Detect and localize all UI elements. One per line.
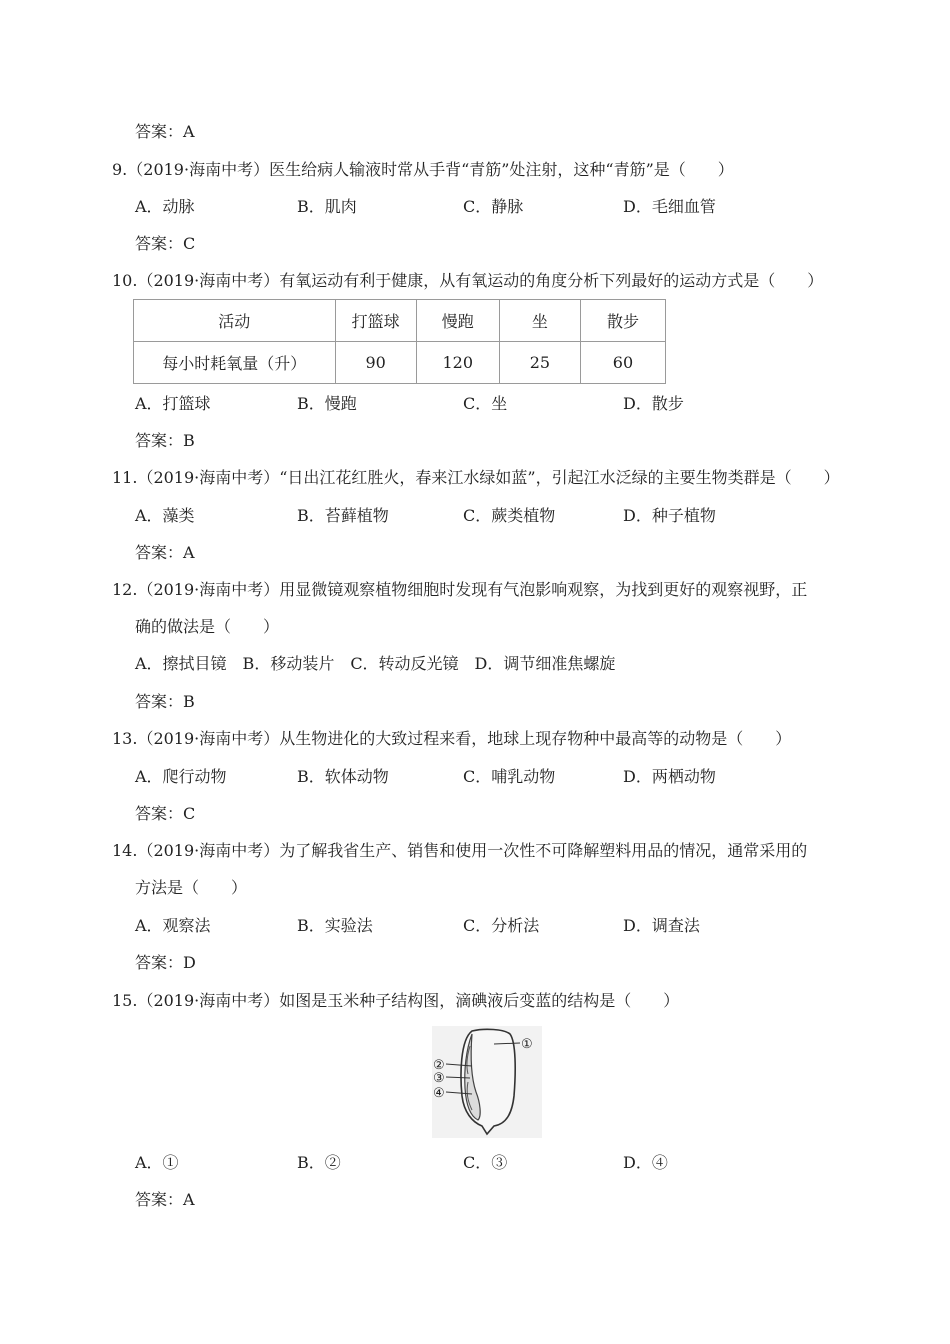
table-header-cell: 坐 xyxy=(499,300,580,342)
q15-option-d: D．④ xyxy=(623,1153,668,1172)
figure-label-1: ① xyxy=(521,1037,533,1052)
q9-answer: 答案：C xyxy=(135,234,196,253)
q9-question: 9.（2019·海南中考）医生给病人输液时常从手背“青筋”处注射，这种“青筋”是（ ） xyxy=(112,160,734,179)
q8-answer: 答案：A xyxy=(135,122,195,141)
q12-answer: 答案：B xyxy=(135,692,195,711)
figure-label-2: ② xyxy=(433,1058,445,1073)
q11-options xyxy=(135,506,855,526)
q15-answer: 答案：A xyxy=(135,1190,195,1209)
table-cell: 120 xyxy=(416,342,499,384)
q9-option-c: C．静脉 xyxy=(463,197,524,216)
q15-option-a: A．① xyxy=(135,1153,179,1172)
q14-option-b: B．实验法 xyxy=(297,916,373,935)
q12-question-line1: 12.（2019·海南中考）用显微镜观察植物细胞时发现有气泡影响观察，为找到更好的观察视野，正 xyxy=(112,580,808,599)
q13-option-a: A．爬行动物 xyxy=(135,767,227,786)
figure-label-4: ④ xyxy=(433,1086,445,1101)
q14-option-a: A．观察法 xyxy=(135,916,211,935)
table-cell: 每小时耗氧量（升） xyxy=(134,342,336,384)
q12-question-line2: 确的做法是（ ） xyxy=(135,617,280,636)
q11-option-a: A．藻类 xyxy=(135,506,195,525)
q10-option-c: C．坐 xyxy=(463,394,508,413)
q14-answer: 答案：D xyxy=(135,953,196,972)
q13-option-d: D．两栖动物 xyxy=(623,767,716,786)
q10-answer: 答案：B xyxy=(135,431,195,450)
table-header-row xyxy=(134,300,666,342)
q10-options xyxy=(135,394,855,414)
q11-option-d: D．种子植物 xyxy=(623,506,716,525)
q14-option-d: D．调查法 xyxy=(623,916,700,935)
table-header-cell: 散步 xyxy=(580,300,665,342)
q15-option-b: B．② xyxy=(297,1153,341,1172)
q14-question-line1: 14.（2019·海南中考）为了解我省生产、销售和使用一次性不可降解塑料用品的情况，通常采用的 xyxy=(112,841,808,860)
q11-answer: 答案：A xyxy=(135,543,195,562)
corn-seed-diagram xyxy=(432,1026,542,1138)
q9-option-d: D．毛细血管 xyxy=(623,197,716,216)
q10-question: 10.（2019·海南中考）有氧运动有利于健康，从有氧运动的角度分析下列最好的运动方式是（ ） xyxy=(112,271,824,290)
table-cell: 60 xyxy=(580,342,665,384)
q15-question: 15.（2019·海南中考）如图是玉米种子结构图，滴碘液后变蓝的结构是（ ） xyxy=(112,991,680,1010)
q14-question-line2: 方法是（ ） xyxy=(135,878,248,897)
q9-option-b: B．肌肉 xyxy=(297,197,357,216)
q15-option-c: C．③ xyxy=(463,1153,508,1172)
table-header-cell: 慢跑 xyxy=(416,300,499,342)
q9-option-a: A．动脉 xyxy=(135,197,195,216)
q14-options xyxy=(135,916,855,936)
table-cell: 90 xyxy=(335,342,416,384)
q10-option-d: D．散步 xyxy=(623,394,684,413)
q13-answer: 答案：C xyxy=(135,804,196,823)
q9-options xyxy=(135,197,855,217)
table-cell: 25 xyxy=(499,342,580,384)
q13-option-c: C．哺乳动物 xyxy=(463,767,556,786)
figure-label-3: ③ xyxy=(433,1071,445,1086)
q11-question: 11.（2019·海南中考）“日出江花红胜火，春来江水绿如蓝”，引起江水泛绿的主要生物类群是（ ） xyxy=(112,468,840,487)
q10-option-b: B．慢跑 xyxy=(297,394,357,413)
q13-options xyxy=(135,767,855,787)
oxygen-consumption-table xyxy=(133,299,666,384)
q11-option-c: C．蕨类植物 xyxy=(463,506,556,525)
table-header-cell: 活动 xyxy=(134,300,336,342)
q15-options xyxy=(135,1153,855,1173)
q10-option-a: A．打篮球 xyxy=(135,394,211,413)
table-row xyxy=(134,342,666,384)
q11-option-b: B．苔藓植物 xyxy=(297,506,389,525)
table-header-cell: 打篮球 xyxy=(335,300,416,342)
q13-option-b: B．软体动物 xyxy=(297,767,389,786)
q13-question: 13.（2019·海南中考）从生物进化的大致过程来看，地球上现存物种中最高等的动物是（ ） xyxy=(112,729,792,748)
q12-options: A．擦拭目镜 B．移动装片 C．转动反光镜 D．调节细准焦螺旋 xyxy=(135,654,616,673)
q14-option-c: C．分析法 xyxy=(463,916,540,935)
